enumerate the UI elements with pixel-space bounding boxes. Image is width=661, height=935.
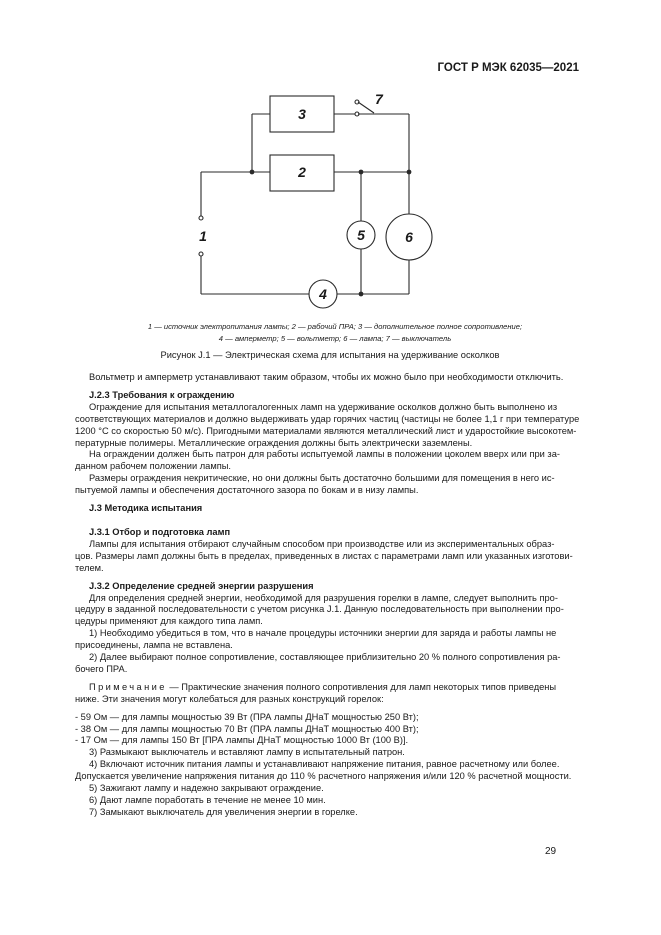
paragraph-line: пературные полимеры. Металлические ограждения должны быть электрически заземлены.	[75, 437, 473, 448]
list-item: - 59 Ом — для лампы мощностью 39 Вт (ПРА лампы ДНаТ мощностью 250 Вт);	[75, 711, 419, 722]
note-text: — Практические значения полного сопротивления для ламп некоторых типов приведены	[166, 681, 557, 692]
paragraph-line: цов. Размеры ламп должны быть в пределах, приведенных в листах с параметрами ламп или указанных изготови-	[75, 550, 573, 561]
paragraph-line: 1) Необходимо убедиться в том, что в начале процедуры источники энергии для заряда и работы лампы не	[89, 628, 557, 639]
section-heading: J.3.2 Определение средней энергии разрушения	[89, 580, 314, 591]
circuit-diagram	[0, 0, 661, 320]
note-label: Примечание	[89, 681, 167, 692]
paragraph-line: 3) Размыкают выключатель и вставляют лампу в испытательный патрон.	[89, 747, 405, 758]
paragraph-line: 5) Зажигают лампу и надежно закрывают ограждение.	[89, 783, 324, 794]
paragraph-line: 6) Дают лампе поработать в течение не менее 10 мин.	[89, 795, 326, 805]
paragraph-line: цедуры применяют для каждого типа ламп.	[75, 616, 263, 627]
paragraph-line: присоединены, лампа не вставлена.	[75, 640, 233, 651]
legend-line: 4 — амперметр; 5 — вольтметр; 6 — лампа; 7 — выключатель	[218, 333, 452, 343]
label-2: 2	[298, 164, 306, 180]
note-line	[75, 682, 585, 694]
paragraph-line: 2) Далее выбирают полное сопротивление, составляющее приблизительно 20 % полного сопротивления ра-	[89, 652, 561, 663]
paragraph-line: На ограждении должен быть патрон для работы испытуемой лампы в положении цоколем вверх или при за-	[89, 449, 560, 460]
legend-line: 1 — источник электропитания лампы; 2 — рабочий ПРА; 3 — дополнительное полное сопротивление;	[147, 322, 523, 331]
junction-node	[407, 170, 412, 175]
section-heading: J.3.1 Отбор и подготовка ламп	[89, 526, 231, 537]
paragraph-line: 1200 °С со скоростью 50 м/с). Пригодными материалами являются металлический лист и ударостойкие высокотем-	[75, 425, 577, 436]
switch-blade	[358, 102, 374, 113]
figure-title: Рисунок J.1 — Электрическая схема для испытания на удерживание осколков	[160, 350, 500, 360]
document-header: ГОСТ Р МЭК 62035—2021	[437, 62, 579, 74]
paragraph-line: Размеры ограждения некритические, но они должны быть достаточно большими для помещения в него ис-	[89, 473, 555, 484]
paragraph-line: Для определения средней энергии, необходимой для разрушения горелки в лампе, следует выполнить про-	[89, 592, 558, 603]
paragraph-line: цедуру в заданной последовательности с учетом рисунка J.1. Данную последовательность при выполнении про-	[75, 604, 564, 615]
list-item: - 38 Ом — для лампы мощностью 70 Вт (ПРА лампы ДНаТ мощностью 400 Вт);	[75, 723, 419, 734]
source-terminal-top	[199, 216, 203, 220]
page-number: 29	[545, 846, 557, 857]
section-heading: J.3 Методика испытания	[89, 503, 203, 514]
label-5: 5	[357, 227, 365, 243]
paragraph-line: пытуемой лампы и обеспечения достаточного зазора по бокам и в низу лампы.	[75, 485, 419, 496]
paragraph-line: 4) Включают источник питания лампы и устанавливают напряжение питания, равное расчетному или более.	[89, 759, 560, 770]
figure-legend	[75, 321, 595, 344]
paragraph-line: телем.	[75, 562, 104, 573]
junction-node	[359, 170, 364, 175]
paragraph-line: Лампы для испытания отбирают случайным способом при производстве или из экспериментальных образ-	[89, 538, 555, 549]
section-heading: J.2.3 Требования к ограждению	[89, 389, 235, 400]
document-body	[75, 372, 585, 819]
label-4: 4	[319, 286, 327, 302]
note-line: ниже. Эти значения могут колебаться для разных конструкций горелок:	[75, 693, 384, 704]
label-1: 1	[199, 228, 207, 244]
paragraph-line: Допускается увеличение напряжения питания до 110 % расчетного напряжения и/или 120 % расчетной мощности.	[75, 771, 572, 782]
label-7: 7	[375, 91, 383, 107]
label-6: 6	[405, 229, 413, 245]
list-item: - 17 Ом — для лампы 150 Вт [ПРА лампы ДНаТ мощностью 1000 Вт (100 В)].	[75, 735, 409, 746]
paragraph-line: Ограждение для испытания металлогалогенных ламп на удерживание осколков должно быть выполнено из	[89, 401, 558, 412]
label-3: 3	[298, 106, 306, 122]
source-terminal-bottom	[199, 252, 203, 256]
paragraph-line: бочего ПРА.	[75, 663, 128, 674]
junction-node	[250, 170, 255, 175]
junction-node	[359, 292, 364, 297]
paragraph: Вольтметр и амперметр устанавливают таким образом, чтобы их можно было при необходимости отключить.	[89, 372, 564, 382]
paragraph-line: 7) Замыкают выключатель для увеличения энергии в горелке.	[89, 806, 358, 817]
paragraph-line: данном рабочем положении лампы.	[75, 461, 232, 472]
paragraph-line: соответствующих материалов и должно выдерживать удар горячих частиц (частицы не более 1,1 г при температуре	[75, 413, 580, 424]
